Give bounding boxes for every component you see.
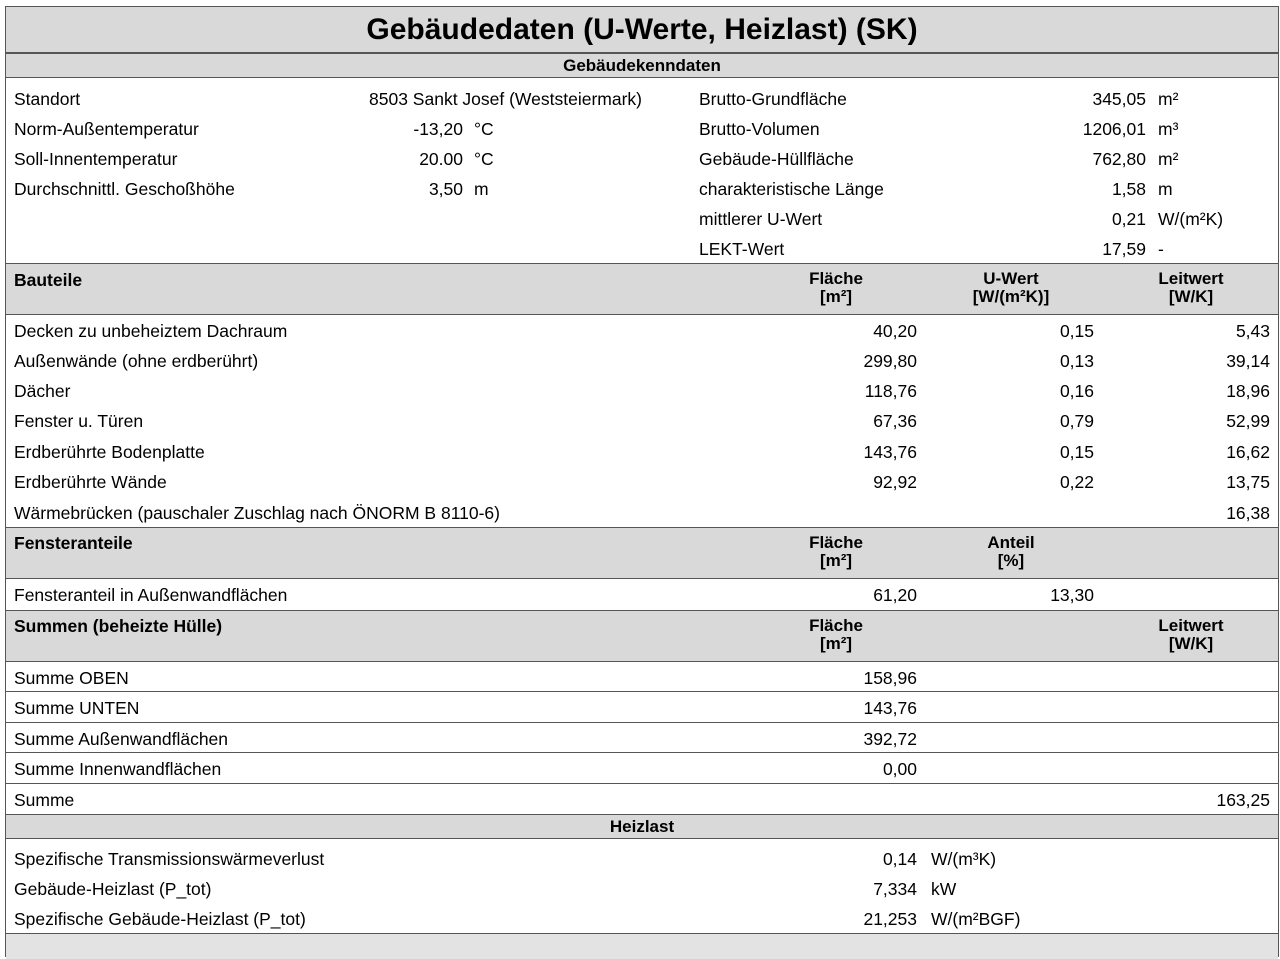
bauteile-row-uwert: 0,15	[1059, 442, 1094, 462]
col-leitwert-unit: [W/K]	[1168, 634, 1214, 653]
bauteile-row-uwert: 0,13	[1059, 351, 1094, 371]
kenndaten-right-label-5: LEKT-Wert	[699, 239, 785, 259]
bauteile-row-flaeche: 92,92	[873, 472, 917, 492]
kenndaten-right-value-2: 762,80	[1092, 149, 1146, 169]
bauteile-row-leitwert: 16,38	[1226, 503, 1270, 523]
bauteile-row-uwert: 0,16	[1059, 381, 1094, 401]
summen-col-leitwert	[1146, 617, 1236, 653]
heizlast-row-unit: kW	[931, 879, 957, 899]
heizlast-row-label: Spezifische Transmissionswärmeverlust	[14, 849, 325, 869]
bauteile-row-leitwert: 52,99	[1226, 411, 1270, 431]
heizlast-row-unit: W/(m³K)	[931, 849, 997, 869]
summen-row	[6, 723, 1278, 753]
summen-col-flaeche	[796, 617, 876, 653]
summen-row-label: Summe Außenwandflächen	[14, 729, 229, 749]
col-uwert-unit: [W/(m²K)]	[972, 287, 1050, 306]
kenndaten-right-value-1: 1206,01	[1082, 119, 1146, 139]
kenndaten-right-value-3: 1,58	[1111, 179, 1146, 199]
col-flaeche-label: Fläche	[809, 533, 863, 552]
col-leitwert-label: Leitwert	[1158, 269, 1224, 288]
summen-row	[6, 753, 1278, 784]
kenndaten-left-label-0: Standort	[14, 89, 81, 109]
bauteile-row-leitwert: 13,75	[1226, 472, 1270, 492]
document-sheet	[5, 6, 1279, 957]
kenndaten-left-value-1: -13,20	[413, 119, 463, 139]
col-uwert-label: U-Wert	[983, 269, 1039, 288]
col-flaeche-label: Fläche	[809, 616, 863, 635]
kenndaten-right-value-0: 345,05	[1092, 89, 1146, 109]
bauteile-row-flaeche: 143,76	[863, 442, 917, 462]
bauteile-row-leitwert: 39,14	[1226, 351, 1270, 371]
bauteile-row-flaeche: 299,80	[863, 351, 917, 371]
kenndaten-left-label-3: Durchschnittl. Geschoßhöhe	[14, 179, 235, 199]
summen-header: Summen (beheizte Hülle)	[14, 616, 223, 636]
col-flaeche-unit: [m²]	[819, 634, 853, 653]
bauteile-row-flaeche: 67,36	[873, 411, 917, 431]
bauteile-row-leitwert: 18,96	[1226, 381, 1270, 401]
kenndaten-left-label-1: Norm-Außentemperatur	[14, 119, 199, 139]
bauteile-col-leitwert	[1146, 270, 1236, 306]
fensteranteil-row-flaeche: 61,20	[873, 585, 917, 605]
col-flaeche-label: Fläche	[809, 269, 863, 288]
kenndaten-right-unit-5: -	[1158, 239, 1164, 259]
col-flaeche-unit: [m²]	[819, 287, 853, 306]
bauteile-row-flaeche: 118,76	[864, 381, 917, 401]
bauteile-row-leitwert: 5,43	[1235, 321, 1270, 341]
summen-row	[6, 662, 1278, 692]
kenndaten-right-label-0: Brutto-Grundfläche	[699, 89, 847, 109]
summen-row-flaeche: 392,72	[863, 729, 917, 749]
col-flaeche-unit: [m²]	[819, 551, 853, 570]
heizlast-row-label: Spezifische Gebäude-Heizlast (P_tot)	[14, 909, 306, 929]
kenndaten-left-label-2: Soll-Innentemperatur	[14, 149, 178, 169]
kenndaten-right-value-4: 0,21	[1111, 209, 1146, 229]
page-title: Gebäudedaten (U-Werte, Heizlast) (SK)	[6, 7, 1278, 53]
kenndaten-right-unit-0: m²	[1158, 89, 1179, 109]
heizlast-header: Heizlast	[6, 814, 1278, 839]
footer-fill	[6, 933, 1278, 959]
heizlast-row-unit: W/(m²BGF)	[931, 909, 1021, 929]
heizlast-row-value: 21,253	[863, 909, 917, 929]
heizlast-row-value: 7,334	[873, 879, 917, 899]
col-leitwert-unit: [W/K]	[1168, 287, 1214, 306]
bauteile-row-flaeche: 40,20	[873, 321, 917, 341]
kenndaten-right-unit-2: m²	[1158, 149, 1179, 169]
bauteile-row-uwert: 0,22	[1059, 472, 1094, 492]
bauteile-header: Bauteile	[14, 270, 83, 290]
bauteile-row-label: Fenster u. Türen	[14, 411, 144, 431]
kenndaten-left-unit-1: °C	[474, 119, 494, 139]
kenndaten-right-label-2: Gebäude-Hüllfläche	[699, 149, 854, 169]
summen-total-leitwert: 163,25	[1216, 790, 1270, 810]
kenndaten-left-value-0: 8503 Sankt Josef (Weststeiermark)	[369, 89, 642, 109]
col-anteil-label: Anteil	[987, 533, 1035, 552]
kenndaten-right-unit-1: m³	[1158, 119, 1179, 139]
summen-row-flaeche: 0,00	[882, 759, 917, 779]
bauteile-row-label: Wärmebrücken (pauschaler Zuschlag nach ÖNORM B 8110-6)	[14, 503, 500, 523]
summen-total-row	[6, 784, 1278, 814]
bauteile-row-uwert: 0,79	[1059, 411, 1094, 431]
summen-row-label: Summe Innenwandflächen	[14, 759, 222, 779]
kenndaten-right-label-3: charakteristische Länge	[699, 179, 884, 199]
bauteile-row-uwert: 0,15	[1059, 321, 1094, 341]
kenndaten-right-value-5: 17,59	[1102, 239, 1146, 259]
col-leitwert-label: Leitwert	[1158, 616, 1224, 635]
heizlast-row-label: Gebäude-Heizlast (P_tot)	[14, 879, 212, 899]
bauteile-row-label: Dächer	[14, 381, 71, 401]
kenndaten-header: Gebäudekenndaten	[6, 53, 1278, 78]
summen-row-flaeche: 143,76	[863, 698, 917, 718]
bauteile-row-leitwert: 16,62	[1226, 442, 1270, 462]
kenndaten-left-value-2: 20.00	[419, 149, 463, 169]
fensteranteile-col-anteil	[976, 534, 1046, 570]
bauteile-col-uwert	[956, 270, 1066, 306]
summen-row-flaeche: 158,96	[863, 668, 917, 688]
col-anteil-unit: [%]	[997, 551, 1025, 570]
kenndaten-left-value-3: 3,50	[428, 179, 463, 199]
kenndaten-right-label-4: mittlerer U-Wert	[699, 209, 823, 229]
kenndaten-left-unit-2: °C	[474, 149, 494, 169]
bauteile-row-label: Decken zu unbeheiztem Dachraum	[14, 321, 288, 341]
fensteranteil-row-label: Fensteranteil in Außenwandflächen	[14, 585, 288, 605]
fensteranteile-header-row	[6, 527, 1278, 579]
kenndaten-left-unit-3: m	[474, 179, 489, 199]
kenndaten-right-unit-4: W/(m²K)	[1158, 209, 1224, 229]
bauteile-row-label: Erdberührte Bodenplatte	[14, 442, 205, 462]
kenndaten-right-label-1: Brutto-Volumen	[699, 119, 820, 139]
summen-row-label: Summe OBEN	[14, 668, 129, 688]
fensteranteil-row-anteil: 13,30	[1050, 585, 1094, 605]
summen-row	[6, 692, 1278, 723]
summen-row-label: Summe UNTEN	[14, 698, 140, 718]
summen-total-label: Summe	[14, 790, 75, 810]
fensteranteile-header: Fensteranteile	[14, 533, 133, 553]
bauteile-col-flaeche	[796, 270, 876, 306]
bauteile-row-label: Außenwände (ohne erdberührt)	[14, 351, 259, 371]
kenndaten-right-unit-3: m	[1158, 179, 1173, 199]
heizlast-row-value: 0,14	[882, 849, 917, 869]
bauteile-row-label: Erdberührte Wände	[14, 472, 167, 492]
fensteranteile-col-flaeche	[796, 534, 876, 570]
bauteile-header-row	[6, 263, 1278, 315]
